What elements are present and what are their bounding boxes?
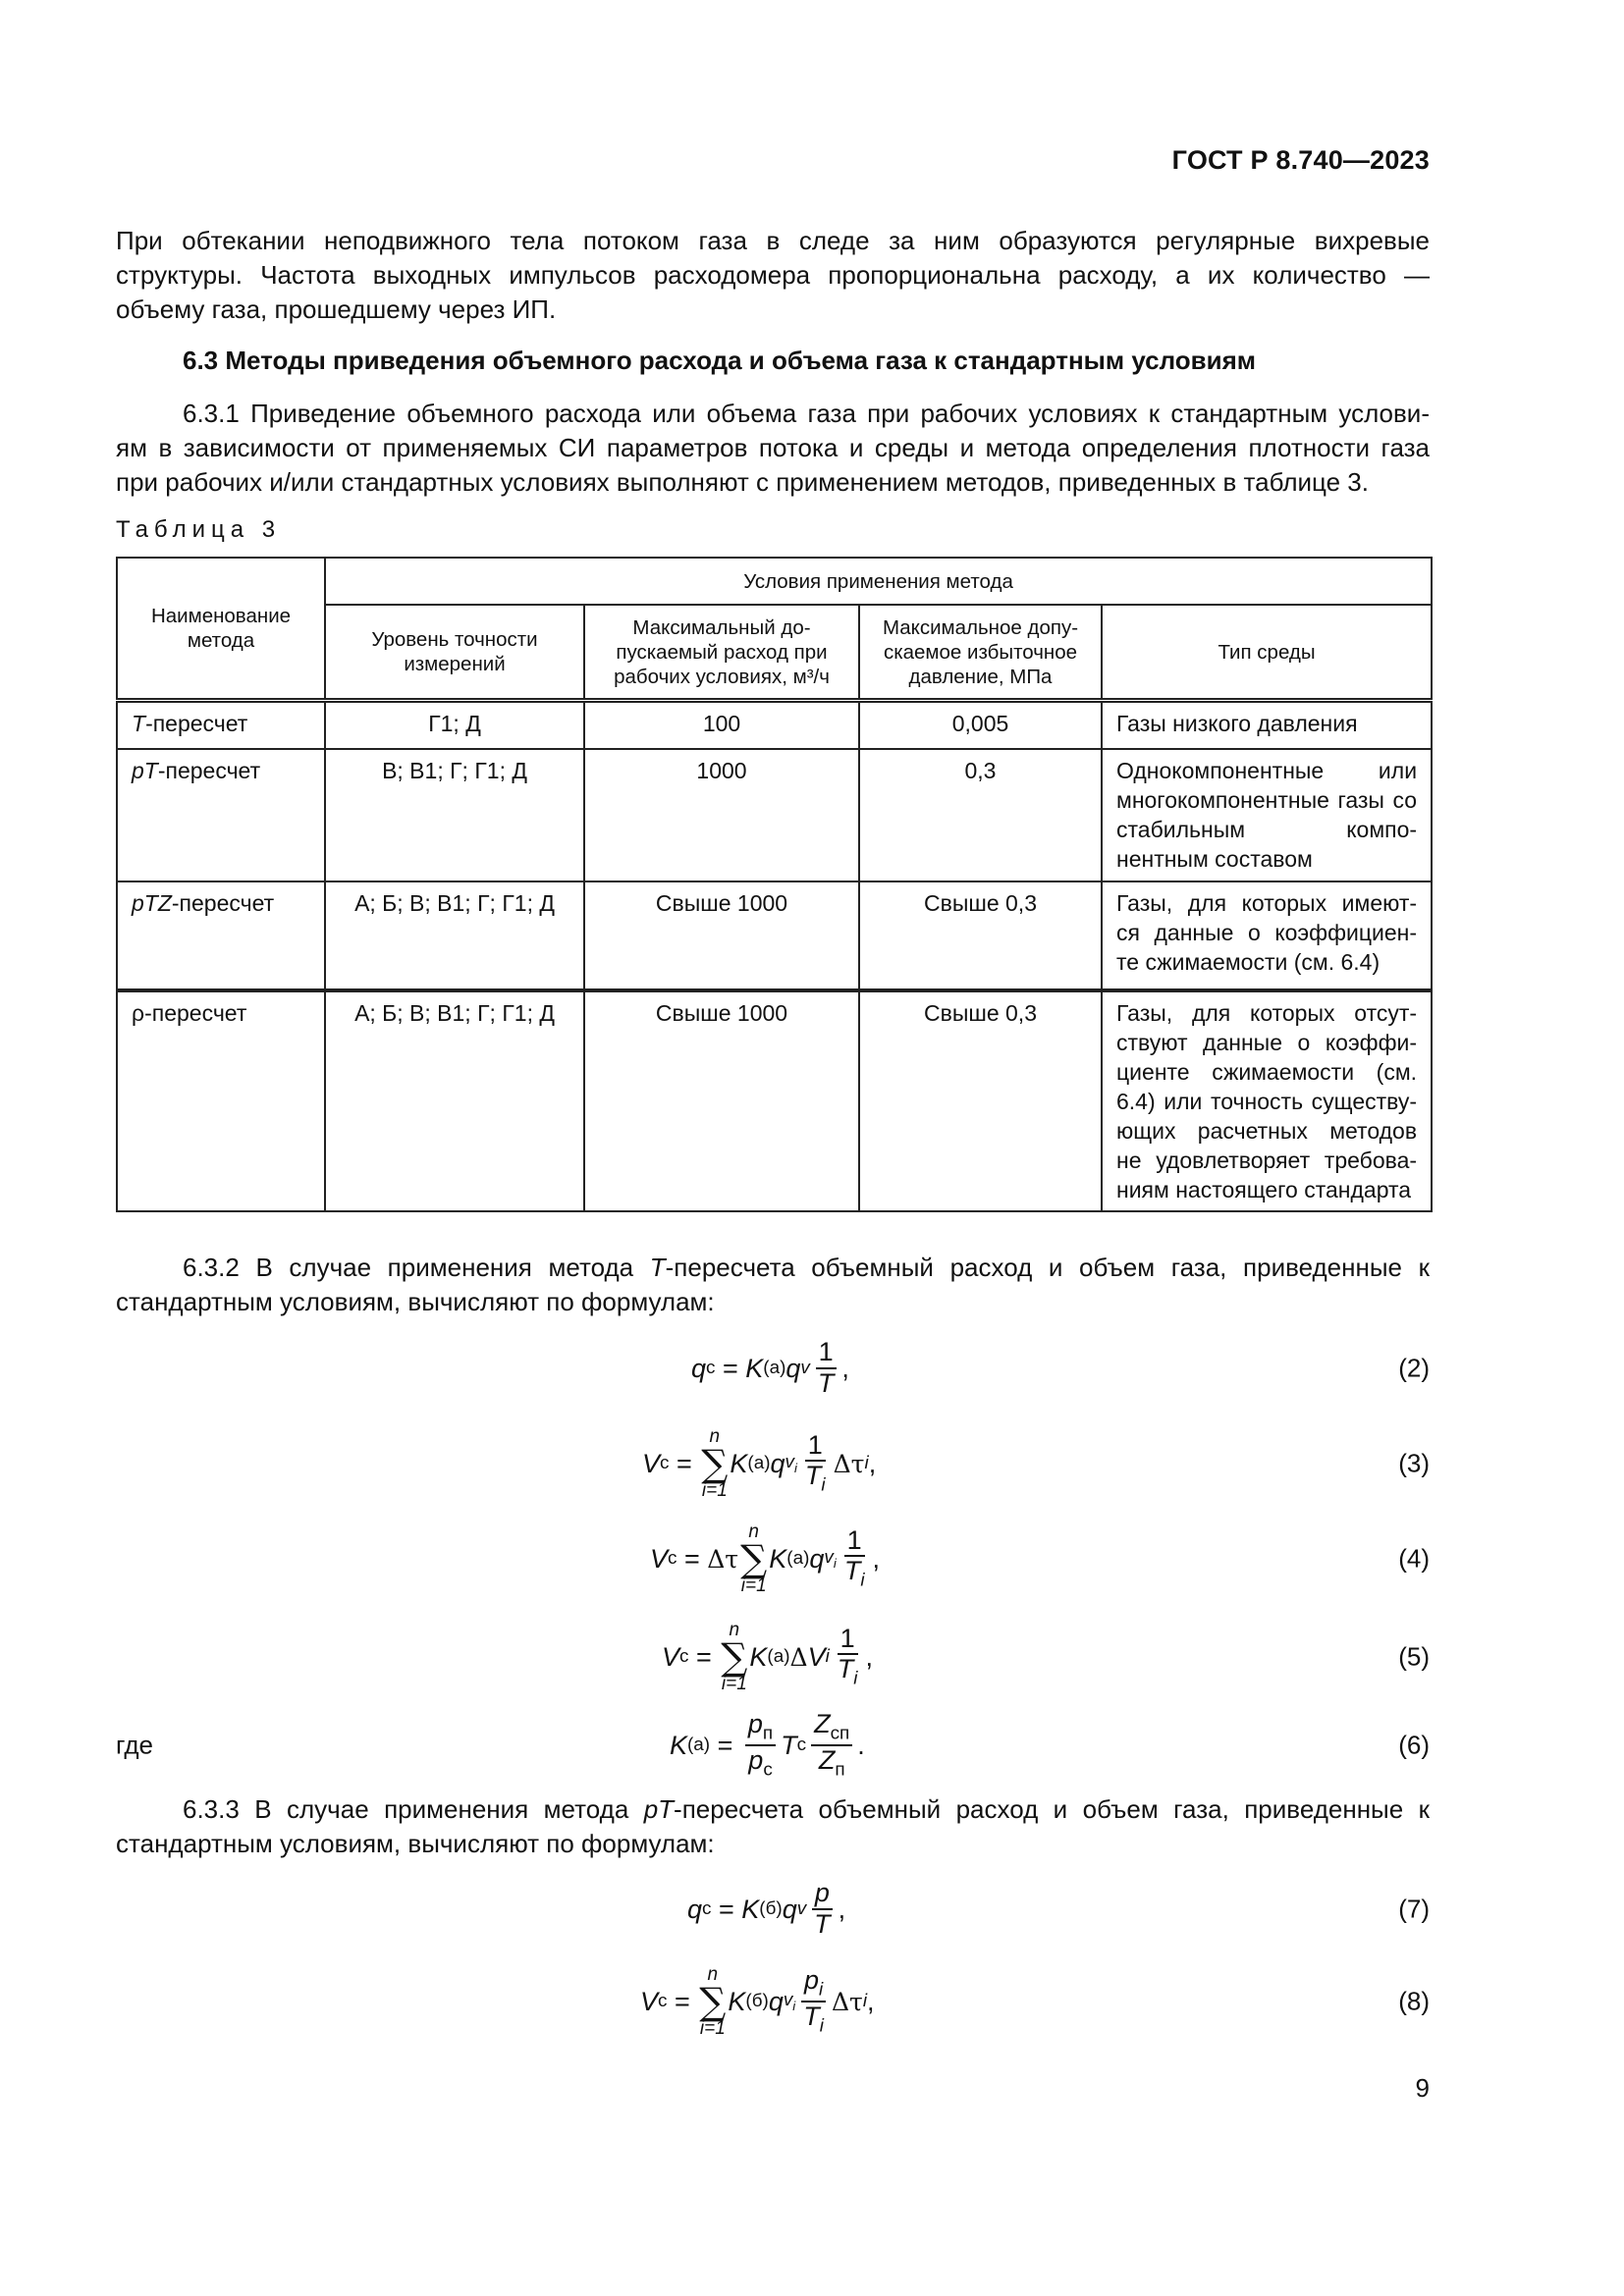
sum-symbol: n ∑ i=1 [721,1619,748,1695]
formula-number: (8) [1398,1986,1430,2016]
clause-text: 6.3.3 В случае применения метода [183,1794,644,1824]
formula-8 [0,1961,1624,2042]
table-caption: Таблица 3 [116,516,282,543]
max-flow-cell: 100 [584,701,859,750]
method-suffix: -пересчет [144,1000,247,1026]
table-row [117,881,1432,990]
formula-expression: q с = K (а) q v $\frac{1}{T}$ , [691,1337,849,1398]
intro-line: При обтекании неподвижного тела потоком газа в следе за ним образуются регулярные вихревые [116,226,1430,255]
formula-number: (2) [1398,1353,1430,1383]
clause-line: 6.3.1 Приведение объемного расхода или объема газа при рабочих условиях к стандартным услови- [183,399,1430,428]
formula-7 [0,1879,1624,1940]
header-max-pressure: Максимальное допу- скаемое избыточное давление, МПа [859,605,1102,701]
clause-line: стандартным условиям, вычисляют по формулам: [116,1287,715,1316]
max-pressure-cell: Свыше 0,3 [859,881,1102,990]
clause-text: -пересчета объемный расход и объем газа, приведенные к [665,1253,1431,1282]
formula-expression: V с = n ∑ i=1 K (а) q $v_i$ $\frac{1}{T_i}$ Δτ i , [642,1425,877,1502]
formula-expression: V с = n ∑ i=1 K (а) Δ V i $\frac{1}{T_i}$ , [662,1619,873,1695]
method-suffix: -пересчет [157,758,261,783]
clause-line [116,1792,1430,1827]
accuracy-cell: А; Б; В; В1; Г; Г1; Д [325,990,584,1211]
formula-expression: K (а) = $\frac{p_п}{p_с}$ T с $\frac{Z_{сп}}{Z_п}$ . [670,1708,865,1781]
document-id-header: ГОСТ Р 8.740—2023 [1171,145,1430,175]
method-symbol: pT [643,1794,675,1824]
max-flow-cell: Свыше 1000 [584,881,859,990]
header-max-flow: Максимальный до- пускаемый расход при рабочих условиях, м³/ч [584,605,859,701]
max-flow-cell: Свыше 1000 [584,990,859,1211]
method-symbol: T [649,1253,666,1282]
clause-6-3-3 [116,1792,1430,1861]
method-symbol: ρ [132,1000,145,1026]
method-cell [117,749,325,881]
formula-4 [0,1519,1624,1599]
method-cell [117,990,325,1211]
formula-expression: V с = n ∑ i=1 K (б) q $v_i$ $\frac{p_i}{T_i}$ Δτ i , [640,1963,875,2040]
formula-number: (3) [1398,1448,1430,1478]
medium-cell: Однокомпонентные или многокомпонентные газы со стабильным компо- нентным составом [1102,749,1432,881]
sum-symbol: n ∑ i=1 [740,1521,768,1597]
max-pressure-cell: Свыше 0,3 [859,990,1102,1211]
formula-2 [0,1339,1624,1398]
formula-expression: V с = Δτ n ∑ i=1 K (а) q $v_i$ $\frac{1}{T_i}$ , [650,1521,881,1597]
formula-number: (4) [1398,1543,1430,1574]
clause-line [116,1251,1430,1285]
clause-line: при рабочих и/или стандартных условиях выполняют с применением методов, приведенных в таблице 3. [116,467,1369,497]
clause-6-3-2 [116,1251,1430,1319]
method-symbol: pTZ [132,890,172,916]
formula-number: (6) [1398,1730,1430,1760]
intro-paragraph [116,224,1430,327]
table-row [117,701,1432,750]
clause-line: ям в зависимости от применяемых СИ параметров потока и среды и метода определения плотности газа [116,433,1430,462]
method-suffix: -пересчет [171,890,275,916]
max-pressure-cell: 0,3 [859,749,1102,881]
medium-cell: Газы, для которых отсут- ствуют данные о коэффи- циенте сжимаемости (см. 6.4) или точность существу- ющих расчетных методов не удовлетворяет требова- ниям настоящего стандарта [1102,990,1432,1211]
sum-symbol: n ∑ i=1 [701,1425,729,1502]
method-suffix: -пересчет [145,711,248,736]
formula-3 [0,1423,1624,1504]
table-row [117,990,1432,1211]
medium-cell: Газы, для которых имеют- ся данные о коэффициен- те сжимаемости (см. 6.4) [1102,881,1432,990]
medium-cell: Газы низкого давления [1102,701,1432,750]
formula-expression: q с = K (б) q v $\frac{p}{T}$ , [687,1878,846,1939]
accuracy-cell: А; Б; В; В1; Г; Г1; Д [325,881,584,990]
clause-text: 6.3.2 В случае применения метода [183,1253,650,1282]
max-pressure-cell: 0,005 [859,701,1102,750]
page-number: 9 [1415,2073,1430,2103]
header-medium: Тип среды [1102,605,1432,701]
method-symbol: pT [132,758,158,783]
section-heading: 6.3 Методы приведения объемного расхода и объема газа к стандартным условиям [183,346,1257,375]
methods-table [116,557,1433,1212]
clause-text: -пересчета объемный расход и объем газа, приведенные к [674,1794,1430,1824]
accuracy-cell: Г1; Д [325,701,584,750]
formula-number: (7) [1398,1894,1430,1924]
method-cell [117,701,325,750]
clause-6-3-1 [116,397,1430,500]
header-accuracy: Уровень точности измерений [325,605,584,701]
clause-line: стандартным условиям, вычисляют по формулам: [116,1829,715,1858]
formula-5 [0,1617,1624,1697]
header-method-name: Наименование метода [117,558,325,701]
where-label: где [116,1730,153,1760]
max-flow-cell: 1000 [584,749,859,881]
accuracy-cell: В; В1; Г; Г1; Д [325,749,584,881]
method-cell [117,881,325,990]
table-row [117,749,1432,881]
intro-line: объему газа, прошедшему через ИП. [116,294,557,324]
formula-6 [0,1710,1624,1781]
method-symbol: T [132,711,146,736]
sum-symbol: n ∑ i=1 [699,1963,727,2040]
header-conditions: Условия применения метода [325,558,1432,605]
formula-number: (5) [1398,1641,1430,1672]
intro-line: структуры. Частота выходных импульсов расходомера пропорциональна расходу, а их количество — [116,260,1430,290]
